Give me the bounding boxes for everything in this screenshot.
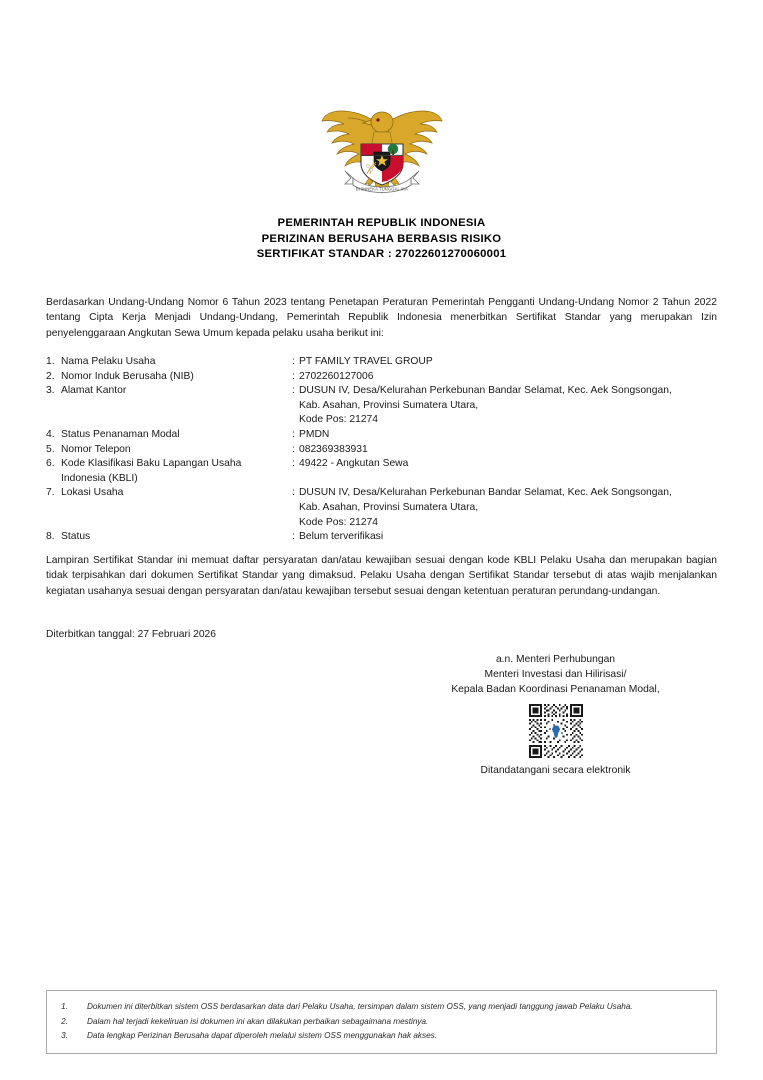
field-row (46, 457, 717, 486)
field-number: 5. (46, 443, 55, 455)
field-value (299, 370, 717, 385)
field-colon: : (292, 487, 295, 499)
closing-paragraph: Lampiran Sertifikat Standar ini memuat daftar persyaratan dan/atau kewajiban sesuai dengan kode KBLI Pelaku Usaha dan merupakan bagian tidak terpisahkan dari dokumen Sertifikat Standar yang dimaksud. Pelaku Usaha dengan Sertifikat Standar tersebut di atas wajib menjalankan kegiatan usahanya sesuai dengan persyaratan dan/atau kewajiban tersebut sesuai dengan ketentuan peraturan perundang-undangan. (46, 555, 717, 597)
field-value (299, 457, 717, 472)
field-value (299, 384, 717, 428)
field-number: 6. (46, 458, 55, 470)
field-label: Status (61, 531, 91, 543)
field-row (46, 384, 717, 428)
field-value-line: Kab. Asahan, Provinsi Sumatera Utara, (299, 501, 479, 513)
field-row (46, 355, 717, 370)
title-line-3-certificate-number: SERTIFIKAT STANDAR : 27022601270060001 (256, 248, 507, 261)
field-value-line: 2702260127006 (299, 370, 374, 382)
field-colon: : (292, 370, 295, 382)
footer-note (47, 1000, 716, 1015)
signatory-line-2: Menteri Investasi dan Hilirisasi/ (484, 669, 627, 681)
field-value-line: DUSUN IV, Desa/Kelurahan Perkebunan Bandar Selamat, Kec. Aek Songsongan, (299, 385, 672, 397)
field-value-line: Kab. Asahan, Provinsi Sumatera Utara, (299, 399, 479, 411)
field-value (299, 486, 717, 530)
field-label: Nomor Induk Berusaha (NIB) (61, 370, 194, 382)
field-colon: : (292, 458, 295, 470)
title-line-2: PERIZINAN BERUSAHA BERBASIS RISIKO (261, 232, 502, 245)
footer-note (47, 1029, 716, 1044)
field-value (299, 530, 717, 545)
issue-date: Diterbitkan tanggal: 27 Februari 2026 (46, 629, 217, 640)
footer-note-number: 3. (61, 1031, 68, 1040)
svg-text:BHINNEKA TUNGGAL IKA: BHINNEKA TUNGGAL IKA (355, 186, 408, 192)
field-row (46, 428, 717, 443)
qr-code[interactable] (529, 704, 583, 758)
preamble-paragraph: Berdasarkan Undang-Undang Nomor 6 Tahun 2023 tentang Penetapan Peraturan Pemerintah Pengganti Undang-Undang Nomor 2 Tahun 2022 tentang Cipta Kerja Menjadi Undang-Undang, Pemerintah Republik Indonesia menerbitkan Sertifikat Standar yang merupakan Izin penyelenggaraan Angkutan Sewa Umum kepada pelaku usaha berikut ini: (46, 297, 717, 339)
title-line-1: PEMERINTAH REPUBLIK INDONESIA (277, 217, 486, 229)
field-colon: : (292, 356, 295, 367)
footer-note-text: Dalam hal terjadi kekeliruan isi dokumen ini akan dilakukan perbaikan sebagaimana mestinya. (87, 1016, 429, 1026)
field-value (299, 443, 717, 458)
page-title (0, 216, 763, 263)
field-value (299, 428, 717, 443)
field-label: Kode Klasifikasi Baku Lapangan Usaha Indonesia (KBLI) (61, 458, 242, 484)
field-value-line: Kode Pos: 21274 (299, 414, 379, 426)
field-value-line: PT FAMILY TRAVEL GROUP (299, 356, 433, 367)
footer-note-number: 1. (61, 1002, 68, 1011)
field-number: 8. (46, 531, 55, 543)
field-colon: : (292, 385, 295, 397)
field-value-line: DUSUN IV, Desa/Kelurahan Perkebunan Bandar Selamat, Kec. Aek Songsongan, (299, 487, 672, 499)
field-colon: : (292, 531, 295, 543)
footer-note (47, 1015, 716, 1030)
field-label: Lokasi Usaha (61, 487, 124, 499)
field-row (46, 443, 717, 458)
field-value (299, 355, 717, 370)
field-label: Alamat Kantor (61, 385, 127, 397)
field-value-line: 49422 - Angkutan Sewa (299, 458, 409, 470)
field-row (46, 486, 717, 530)
qr-code-container[interactable] (394, 704, 717, 758)
field-colon: : (292, 428, 295, 440)
field-colon: : (292, 443, 295, 455)
field-number: 3. (46, 385, 55, 397)
footer-notes-box (46, 990, 717, 1054)
footer-note-text: Data lengkap Perizinan Berusaha dapat diperoleh melalui sistem OSS menggunakan hak akses. (87, 1031, 437, 1040)
field-label: Nomor Telepon (61, 443, 131, 455)
field-number: 4. (46, 428, 55, 440)
field-value-line: Belum terverifikasi (299, 531, 384, 543)
field-number: 7. (46, 487, 55, 499)
footer-note-text: Dokumen ini diterbitkan sistem OSS berdasarkan data dari Pelaku Usaha, tersimpan dalam sistem OSS, yang menjadi tanggung jawab Pelaku Usaha. (87, 1002, 633, 1011)
field-number: 2. (46, 370, 55, 382)
field-value-line: 082369383931 (299, 443, 368, 455)
signatory-line-3: Kepala Badan Koordinasi Penanaman Modal, (451, 684, 660, 696)
electronic-signature-note: Ditandatangani secara elektronik (480, 765, 631, 776)
field-number: 1. (46, 356, 55, 367)
field-value-line: Kode Pos: 21274 (299, 516, 379, 528)
field-row (46, 530, 717, 545)
field-label: Status Penanaman Modal (61, 428, 180, 440)
footer-note-number: 2. (61, 1016, 68, 1026)
signature-block (394, 652, 717, 697)
field-value-line: PMDN (299, 428, 330, 440)
garuda-pancasila-emblem (319, 92, 445, 196)
signatory-line-1: a.n. Menteri Perhubungan (495, 654, 616, 665)
field-label: Nama Pelaku Usaha (61, 356, 156, 367)
detail-fields (46, 355, 717, 545)
field-row (46, 370, 717, 385)
emblem-container (0, 92, 763, 196)
